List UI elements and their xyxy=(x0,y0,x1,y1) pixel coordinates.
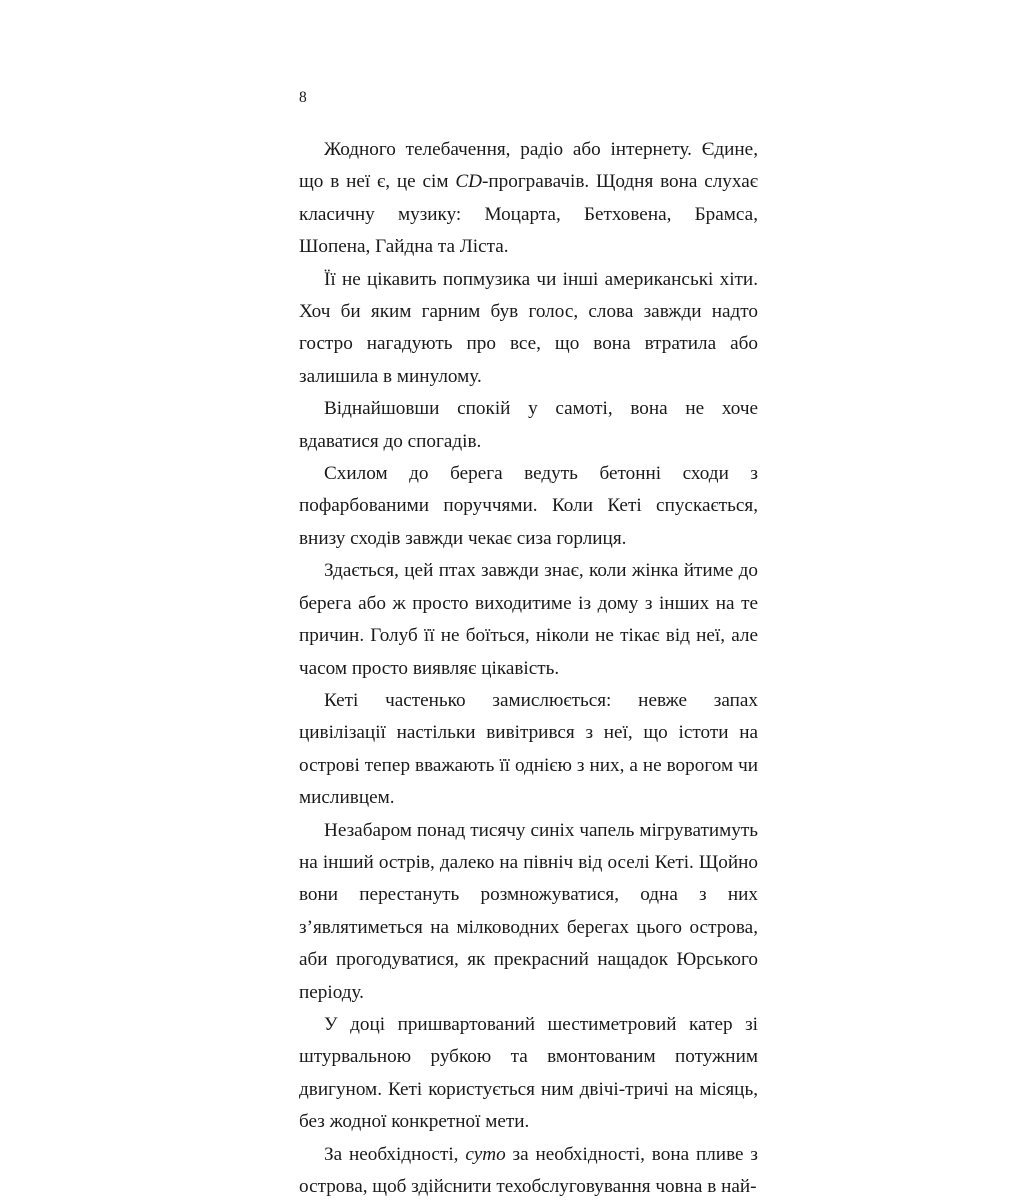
text-run: У доці пришвартований шестиметровий катер зі штурвальною рубкою та вмонтованим потужним двигуном. Кеті користується ним двічі-тричі на місяць, без жодної конкретної мети. xyxy=(299,1013,758,1133)
text-run: Жодного телебачення, радіо або інтернету. Єдине, що в неї є, це сім xyxy=(299,139,758,193)
paragraph xyxy=(299,555,758,685)
paragraph xyxy=(299,1139,758,1203)
paragraph xyxy=(299,264,758,394)
paragraph xyxy=(299,134,758,264)
page-number: 8 xyxy=(299,89,307,106)
paragraph xyxy=(299,393,758,458)
italic-run: CD xyxy=(455,171,482,193)
text-run: Віднайшовши спокій у самоті, вона не хоче вдаватися до спогадів. xyxy=(299,398,758,452)
text-run: -програвачів. Щодня вона слухає класичну музику: Моцарта, Бетховена, Брамса, Шопена, Гайдна та Ліста. xyxy=(299,171,758,258)
text-run: Кеті частенько замислюється: невже запах цивілізації настільки вивітрився з неї, що істоти на острові тепер вважають її однією з них, а не ворогом чи мисливцем. xyxy=(299,689,758,809)
text-run: Незабаром понад тисячу синіх чапель мігруватимуть на інший острів, далеко на північ від оселі Кеті. Щойно вони перестануть розмножуватися, одна з них з’являтиметься на мілководних берегах цього острова, аби прогодуватися, як прекрасний нащадок Юрського періоду. xyxy=(299,819,758,1003)
text-run: Схилом до берега ведуть бетонні сходи з пофарбованими поруччями. Коли Кеті спускається, внизу сходів завжди чекає сиза горлиця. xyxy=(299,463,758,549)
text-run: За необхідності, xyxy=(324,1143,466,1165)
text-column xyxy=(299,88,758,1203)
paragraph xyxy=(299,1009,758,1139)
paragraph xyxy=(299,458,758,555)
paragraph xyxy=(299,685,758,815)
italic-run: суто xyxy=(465,1143,506,1165)
text-run: Здається, цей птах завжди знає, коли жінка йтиме до берега або ж просто виходитиме із дому з інших на те причин. Голуб її не боїться, ніколи не тікає від неї, але часом просто виявляє цікавість. xyxy=(299,560,758,679)
paragraph xyxy=(299,815,758,1009)
text-run: за необхідності, вона пливе з острова, щоб здійснити техобслуговування човна в най- xyxy=(299,1143,758,1197)
body-text-block xyxy=(299,134,758,1203)
text-run: Її не цікавить попмузика чи інші американські хіти. Хоч би яким гарним був голос, слова завжди надто гостро нагадують про все, що вона втратила або залишила в минулому. xyxy=(299,268,758,387)
